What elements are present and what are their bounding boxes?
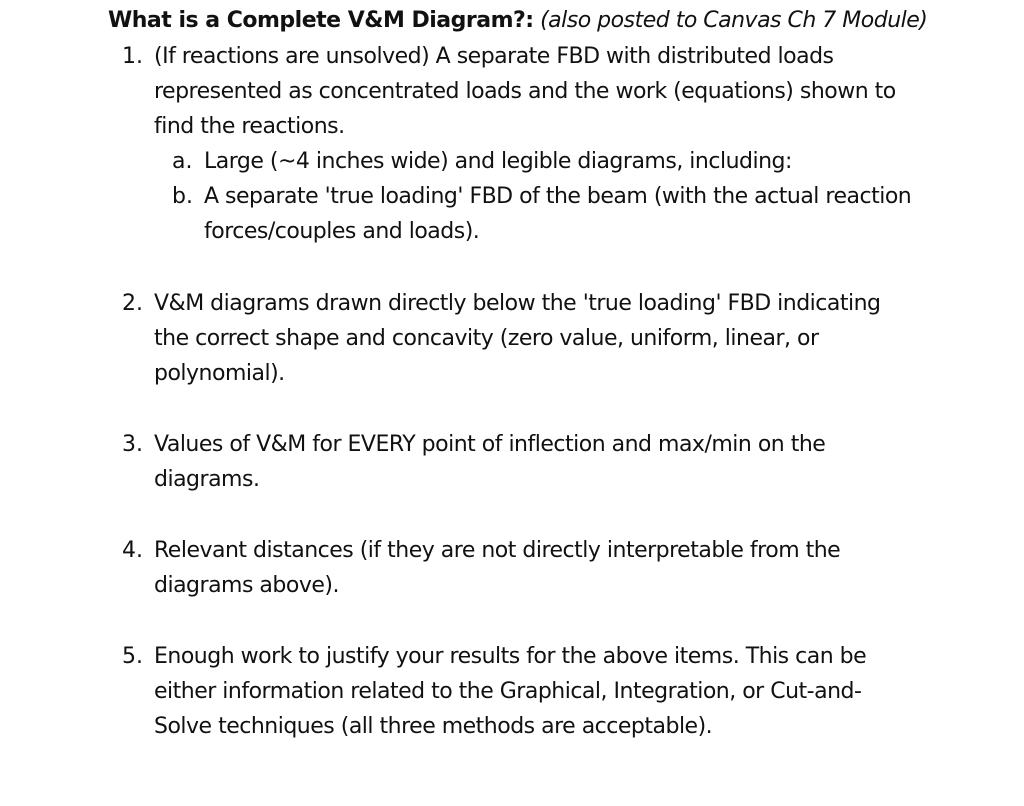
item-3-marker: 3. bbox=[122, 432, 143, 457]
item-5-line-2: either information related to the Graphical, Integration, or Cut-and- bbox=[154, 679, 862, 704]
heading bbox=[108, 3, 927, 38]
item-2-line-3: polynomial). bbox=[154, 361, 285, 386]
subitem-a-marker: a. bbox=[172, 149, 193, 174]
item-4-marker: 4. bbox=[122, 538, 143, 563]
subitem-a-line-1: Large (~4 inches wide) and legible diagrams, including: bbox=[204, 149, 792, 174]
item-1-line-2: represented as concentrated loads and the work (equations) shown to bbox=[154, 79, 896, 104]
item-5-line-3: Solve techniques (all three methods are acceptable). bbox=[154, 714, 713, 739]
subitem-b-line-1: A separate 'true loading' FBD of the beam (with the actual reaction bbox=[204, 184, 912, 209]
heading-bold: What is a Complete V&M Diagram?: bbox=[108, 8, 534, 33]
item-2-marker: 2. bbox=[122, 291, 143, 316]
item-4-line-2: diagrams above). bbox=[154, 573, 339, 598]
heading-italic: (also posted to Canvas Ch 7 Module) bbox=[540, 8, 928, 33]
subitem-b-line-2: forces/couples and loads). bbox=[204, 219, 480, 244]
item-5-marker: 5. bbox=[122, 644, 143, 669]
item-1-marker: 1. bbox=[122, 44, 143, 69]
item-1-line-1: (If reactions are unsolved) A separate FBD with distributed loads bbox=[154, 44, 834, 69]
item-3-line-1: Values of V&M for EVERY point of inflection and max/min on the bbox=[154, 432, 826, 457]
item-2-line-1: V&M diagrams drawn directly below the 'true loading' FBD indicating bbox=[154, 291, 881, 316]
item-3-line-2: diagrams. bbox=[154, 467, 260, 492]
subitem-b-marker: b. bbox=[172, 184, 193, 209]
item-1-line-3: find the reactions. bbox=[154, 114, 345, 139]
item-4-line-1: Relevant distances (if they are not directly interpretable from the bbox=[154, 538, 841, 563]
item-2-line-2: the correct shape and concavity (zero value, uniform, linear, or bbox=[154, 326, 819, 351]
item-5-line-1: Enough work to justify your results for the above items. This can be bbox=[154, 644, 867, 669]
